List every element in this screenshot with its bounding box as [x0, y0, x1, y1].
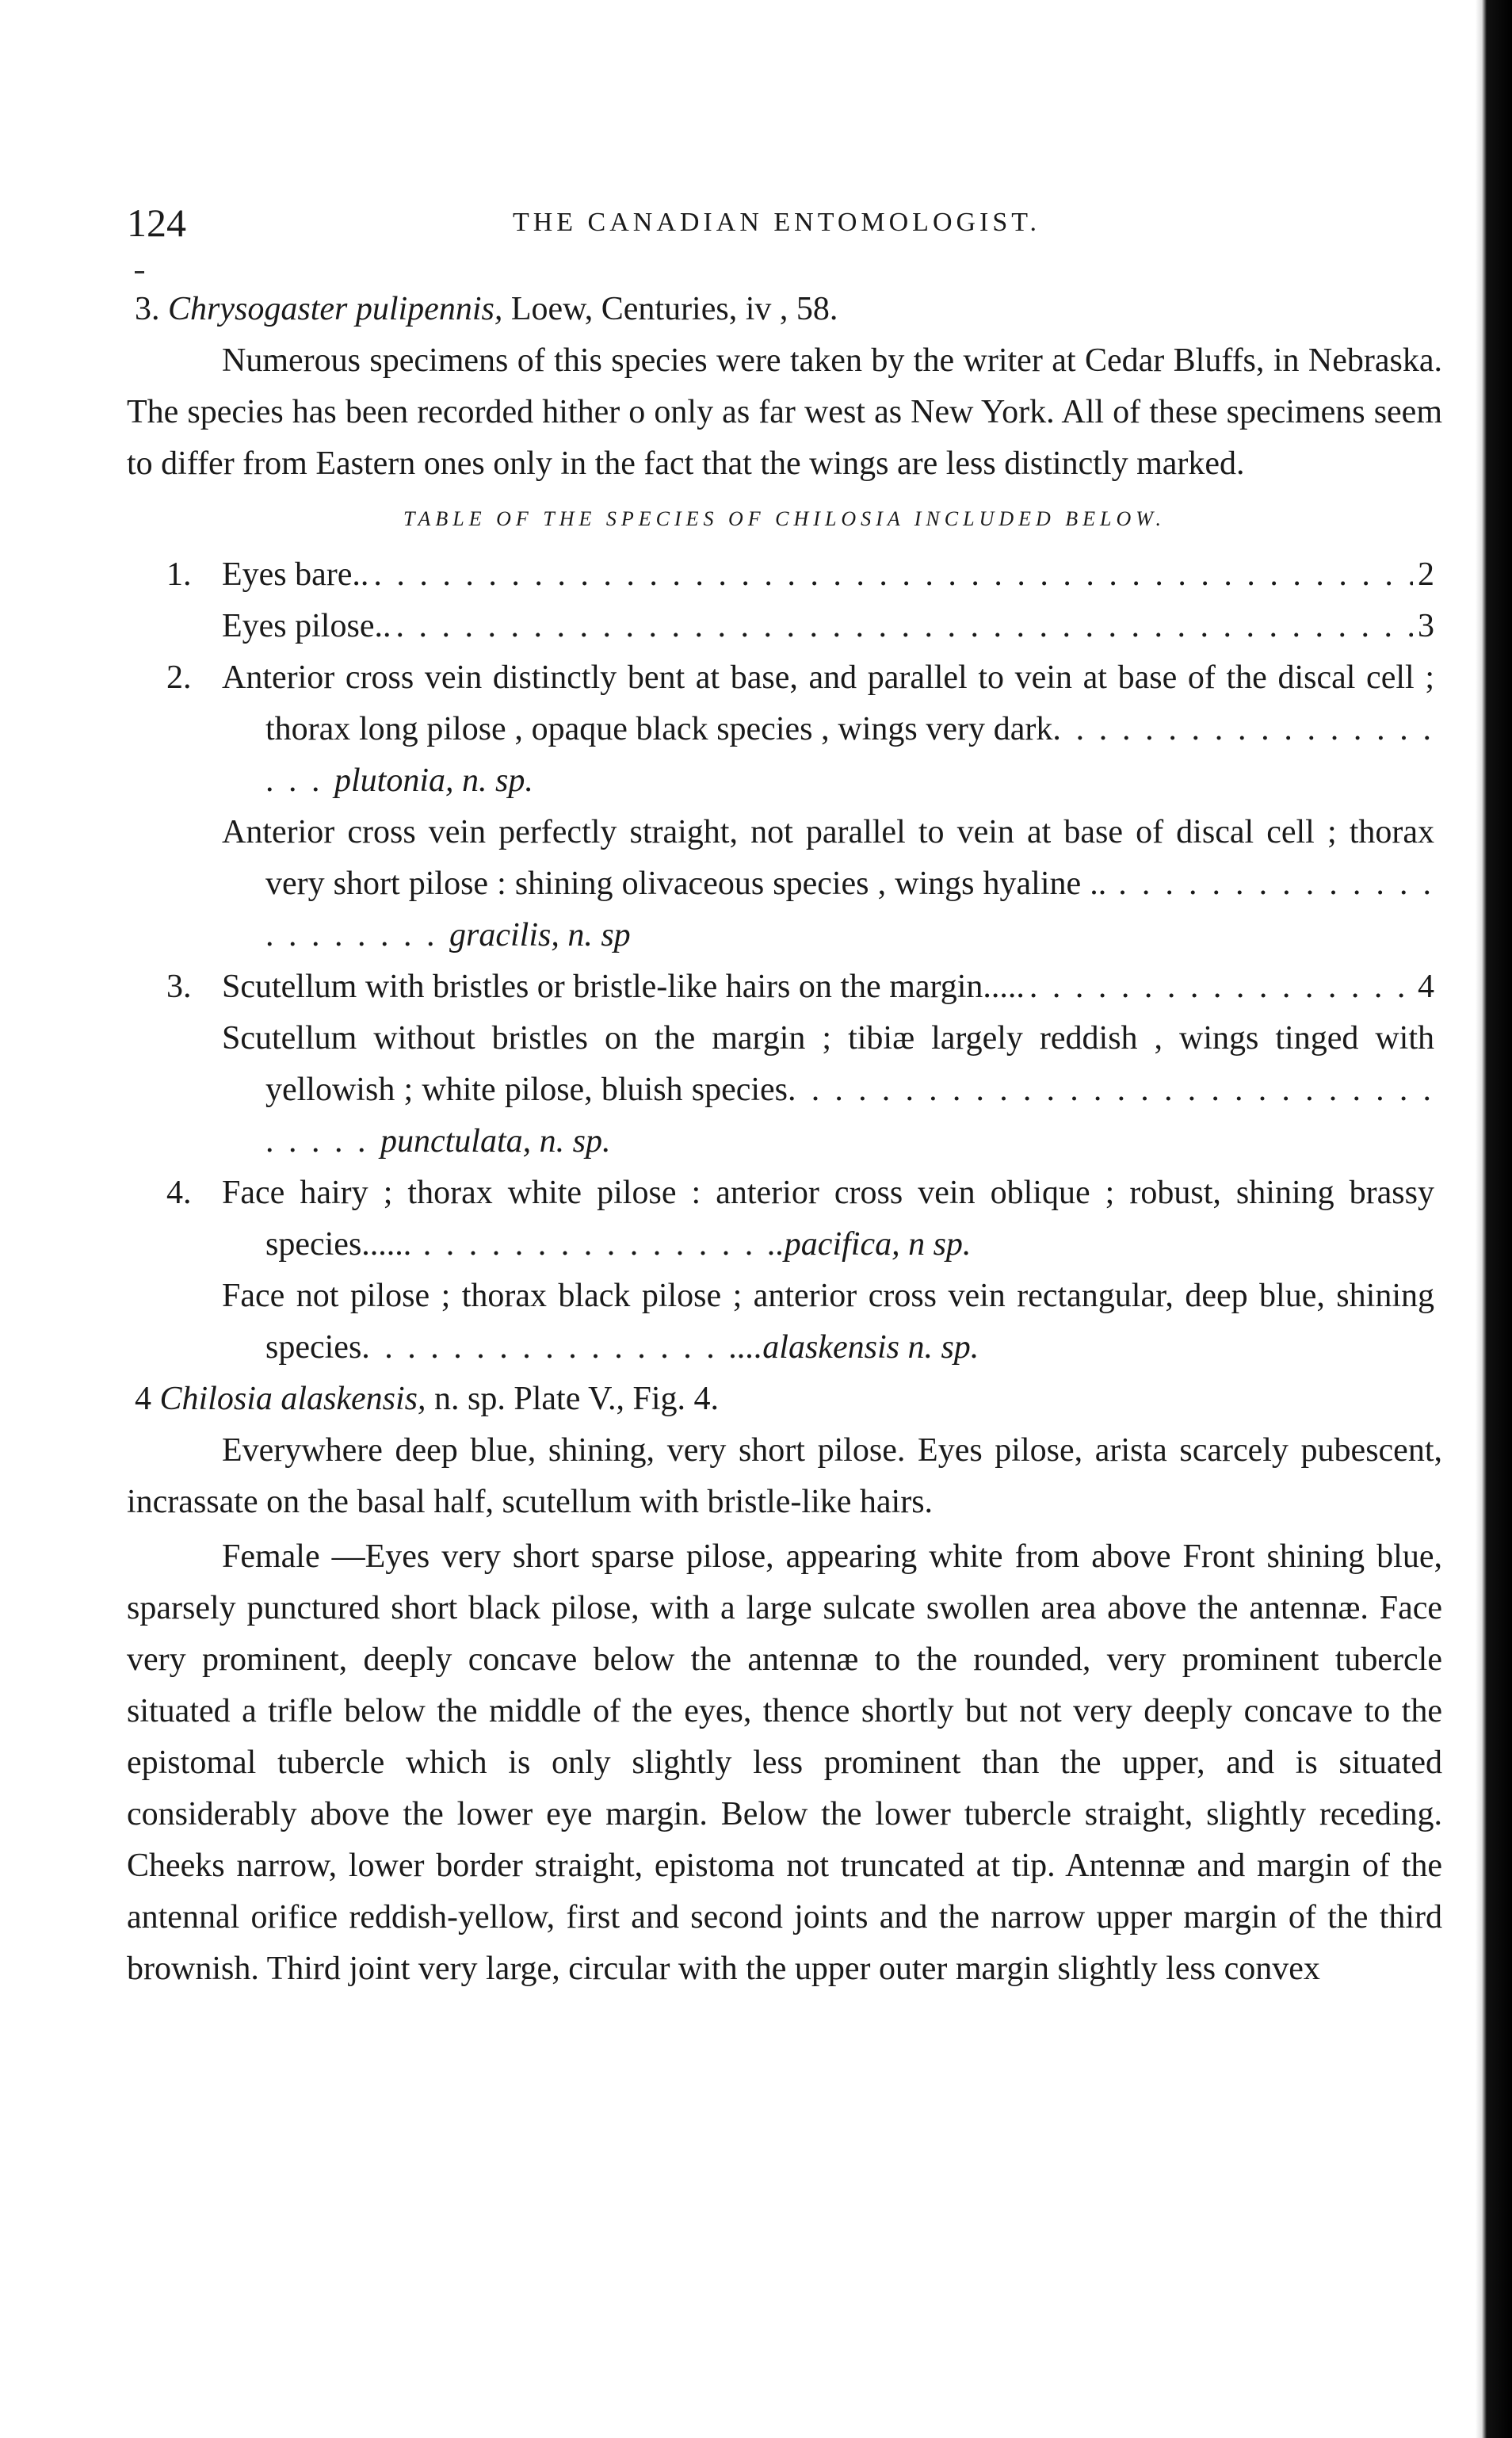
page-number: 124 — [127, 201, 186, 245]
species-heading — [127, 284, 1442, 335]
species-heading — [127, 1374, 1442, 1425]
species-number: 4 — [135, 1381, 151, 1417]
species-citation: Loew, Centuries, iv , 58. — [510, 291, 838, 327]
paragraph: Female —Eyes very short sparse pilose, appearing white from above Front shining blue, sparsely punctured short black pilose, with a large sulcate swollen area above the antennæ. Face very prominent, deeply concave below the antennæ to the rounded, very prominent tubercle situated a trifle below the middle of the eyes, thence shortly but not very deeply concave to the epistomal tubercle which is only slightly less prominent than the upper, and is situated considerably above the lower eye margin. Below the lower tubercle straight, slightly receding. Cheeks narrow, lower border straight, epistoma not truncated at tip. Antennæ and margin of the antennal orifice reddish-yellow, first and second joints and the narrow upper margin of the third brownish. Third joint very large, circular with the upper outer margin slightly less convex — [127, 1538, 1442, 1987]
key-result: plutonia, n. sp. — [334, 762, 533, 799]
key-result: 3 — [1418, 608, 1434, 644]
key-result: 2 — [1418, 556, 1434, 593]
key-entry: Anterior cross vein perfectly straight, not parallel to vein at base of discal cell ; thorax very short pilose : shining olivaceous species , wings hyaline .. . . . . . . . . . . . . . . . . . . . . . . gracilis, n. sp — [222, 814, 1434, 953]
species-name: Chrysogaster pulipennis, — [168, 291, 503, 327]
page-header — [127, 200, 1426, 247]
key-entry — [127, 961, 1442, 1013]
key-text: Face hairy ; thorax white pilose : anterior cross vein oblique ; robust, shining brassy species...... — [222, 1175, 1434, 1263]
paragraph: Everywhere deep blue, shining, very short pilose. Eyes pilose, arista scarcely pubescent, incrassate on the basal half, scutellum with bristle-like hairs. — [127, 1432, 1442, 1520]
key-text: Anterior cross vein distinctly bent at base, and parallel to vein at base of the discal cell ; thorax long pilose , opaque black species , wings very dark — [222, 659, 1434, 747]
key-entry: 2. Anterior cross vein distinctly bent at base, and parallel to vein at base of the discal cell ; thorax long pilose , opaque black species , wings very dark. . . . . . . . . . . . . . . . . . . . plutonia, n. sp. — [127, 652, 1442, 807]
species-name: Chilosia alaskensis, — [159, 1381, 426, 1417]
table-title: TABLE OF THE SPECIES OF CHILOSIA INCLUDED BELOW. — [403, 507, 1166, 530]
paragraph: Numerous specimens of this species were taken by the writer at Cedar Bluffs, in Nebraska. The species has been recorded hither o only as far west as New York. All of these specimens seem to differ from Eastern ones only in the fact that the wings are less distinctly marked. — [127, 342, 1442, 482]
key-result: 4 — [1418, 969, 1434, 1005]
page-body — [127, 284, 1442, 1995]
key-number: 3. — [166, 969, 192, 1005]
key-result: punctulata, n. sp. — [380, 1123, 611, 1160]
key-result: ....alaskensis n. sp. — [729, 1329, 979, 1366]
species-citation: n. sp. Plate V., Fig. 4. — [434, 1381, 720, 1417]
key-text: Scutellum with bristles or bristle-like hairs on the margin..... — [222, 969, 1025, 1005]
scan-edge-border — [1476, 0, 1512, 2438]
key-result: gracilis, n. sp — [449, 917, 631, 953]
key-number: 2. — [166, 659, 192, 696]
key-text: Anterior cross vein perfectly straight, not parallel to vein at base of discal cell ; thorax very short pilose : shining olivaceous species , wings hyaline .. — [222, 814, 1434, 902]
key-text: Eyes pilose.. — [222, 608, 391, 644]
key-entry — [127, 549, 1442, 601]
header-dash — [135, 271, 144, 273]
key-text: Eyes bare.. — [222, 556, 369, 593]
key-number: 1. — [166, 556, 192, 593]
key-number: 4. — [166, 1175, 192, 1211]
running-title: THE CANADIAN ENTOMOLOGIST. — [512, 208, 1041, 237]
key-entry: Scutellum without bristles on the margin ; tibiæ largely reddish , wings tinged with yellowish ; white pilose, bluish species. . . . . . . . . . . . . . . . . . . . . . . . . . . . . . . . . punctulata, n. sp. — [222, 1020, 1435, 1160]
key-text: Scutellum without bristles on the margin ; tibiæ largely reddish , wings tinged with yellowish ; white pilose, bluish species — [222, 1020, 1434, 1108]
key-entry — [127, 601, 1442, 652]
species-number: 3. — [135, 291, 160, 327]
key-entry: 4. Face hairy ; thorax white pilose : anterior cross vein oblique ; robust, shining brassy species...... . . . . . . . . . . . . . . . ..pacifica, n sp. — [127, 1167, 1442, 1271]
key-entry: Face not pilose ; thorax black pilose ; anterior cross vein rectangular, deep blue, shining species. . . . . . . . . . . . . . . . ....alaskensis n. sp. — [222, 1278, 1434, 1366]
key-text: Face not pilose ; thorax black pilose ; anterior cross vein rectangular, deep blue, shining species — [222, 1278, 1434, 1366]
key-result: ..pacifica, n sp. — [767, 1226, 972, 1263]
